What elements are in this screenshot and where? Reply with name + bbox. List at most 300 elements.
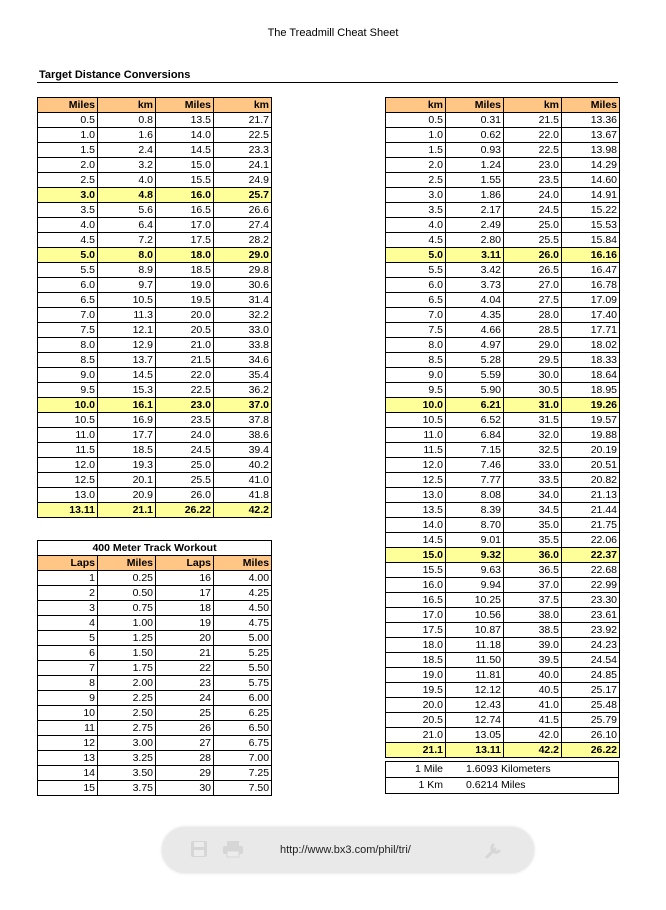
km-conversion-row bbox=[386, 777, 618, 793]
table-row bbox=[386, 368, 620, 383]
table-cell: 1.50 bbox=[98, 646, 156, 661]
table-cell: 25 bbox=[156, 706, 214, 721]
table-cell: 26.0 bbox=[156, 488, 214, 503]
table-cell: 20.0 bbox=[386, 698, 446, 713]
header-row bbox=[386, 98, 620, 113]
table-cell: 3.11 bbox=[446, 248, 504, 263]
table-row bbox=[386, 668, 620, 683]
table-cell: 10.0 bbox=[38, 398, 98, 413]
table-cell: 16.78 bbox=[562, 278, 620, 293]
table-row bbox=[38, 263, 272, 278]
highlighted-row bbox=[386, 743, 620, 758]
table-cell: 2.00 bbox=[98, 676, 156, 691]
table-cell: 26.5 bbox=[504, 263, 562, 278]
table-row bbox=[386, 698, 620, 713]
table-cell: 24.5 bbox=[156, 443, 214, 458]
table-cell: 12.9 bbox=[98, 338, 156, 353]
unit-conversion-box bbox=[385, 761, 619, 794]
table-row bbox=[386, 488, 620, 503]
table-row bbox=[386, 518, 620, 533]
mile-conversion-row bbox=[386, 762, 618, 777]
table-cell: 16.1 bbox=[98, 398, 156, 413]
table-cell: 1.00 bbox=[98, 616, 156, 631]
table-cell: 37.0 bbox=[504, 578, 562, 593]
table-cell: 13.7 bbox=[98, 353, 156, 368]
table-cell: 5.5 bbox=[386, 263, 446, 278]
table-cell: 23 bbox=[156, 676, 214, 691]
table-cell: 9.5 bbox=[386, 383, 446, 398]
table-cell: 21.5 bbox=[156, 353, 214, 368]
table-cell: 6 bbox=[38, 646, 98, 661]
table-row bbox=[38, 308, 272, 323]
table-cell: 8.5 bbox=[38, 353, 98, 368]
table-cell: 39.0 bbox=[504, 638, 562, 653]
table-cell: 42.2 bbox=[214, 503, 272, 518]
table-cell: 35.5 bbox=[504, 533, 562, 548]
table-cell: 37.5 bbox=[504, 593, 562, 608]
table-cell: 4.5 bbox=[386, 233, 446, 248]
table-cell: 30.0 bbox=[504, 368, 562, 383]
table-cell: 32.2 bbox=[214, 308, 272, 323]
table-cell: 20.5 bbox=[386, 713, 446, 728]
table-cell: 5 bbox=[38, 631, 98, 646]
table-row bbox=[386, 443, 620, 458]
table-cell: 6.5 bbox=[386, 293, 446, 308]
table-cell: 23.0 bbox=[504, 158, 562, 173]
table-row bbox=[38, 428, 272, 443]
table-row bbox=[386, 458, 620, 473]
table-cell: 8.39 bbox=[446, 503, 504, 518]
table-cell: 13.67 bbox=[562, 128, 620, 143]
table-cell: 36.5 bbox=[504, 563, 562, 578]
table-cell: 20.82 bbox=[562, 473, 620, 488]
table-row bbox=[386, 683, 620, 698]
table-cell: 12 bbox=[38, 736, 98, 751]
table-cell: 1.6 bbox=[98, 128, 156, 143]
table-cell: 2.0 bbox=[38, 158, 98, 173]
table-cell: 4.8 bbox=[98, 188, 156, 203]
table-row bbox=[38, 721, 272, 736]
highlighted-row bbox=[38, 398, 272, 413]
table-cell: 33.5 bbox=[504, 473, 562, 488]
table-cell: 5.59 bbox=[446, 368, 504, 383]
header-row bbox=[38, 556, 272, 571]
table-cell: 33.8 bbox=[214, 338, 272, 353]
table-cell: 14.60 bbox=[562, 173, 620, 188]
highlighted-row bbox=[386, 398, 620, 413]
table-cell: 28 bbox=[156, 751, 214, 766]
table-cell: 22.5 bbox=[214, 128, 272, 143]
table-cell: 24.0 bbox=[504, 188, 562, 203]
table-row bbox=[386, 593, 620, 608]
table-cell: 37.0 bbox=[214, 398, 272, 413]
table-cell: 22.37 bbox=[562, 548, 620, 563]
column-header: Laps bbox=[156, 556, 214, 571]
table-cell: 2.80 bbox=[446, 233, 504, 248]
table-cell: 23.0 bbox=[156, 398, 214, 413]
print-icon[interactable] bbox=[222, 840, 244, 858]
table-cell: 23.61 bbox=[562, 608, 620, 623]
table-cell: 4.0 bbox=[98, 173, 156, 188]
table-row bbox=[38, 691, 272, 706]
table-cell: 31.4 bbox=[214, 293, 272, 308]
table-row bbox=[38, 143, 272, 158]
table-cell: 26 bbox=[156, 721, 214, 736]
section-title: Target Distance Conversions bbox=[39, 69, 191, 81]
table-cell: 41.8 bbox=[214, 488, 272, 503]
table-cell: 25.7 bbox=[214, 188, 272, 203]
table-cell: 13.36 bbox=[562, 113, 620, 128]
table-cell: 38.5 bbox=[504, 623, 562, 638]
table-cell: 12.12 bbox=[446, 683, 504, 698]
table-cell: 15.5 bbox=[156, 173, 214, 188]
column-header: Miles bbox=[562, 98, 620, 113]
table-cell: 24.9 bbox=[214, 173, 272, 188]
table-cell: 18.64 bbox=[562, 368, 620, 383]
table-cell: 22.99 bbox=[562, 578, 620, 593]
table-cell: 20.0 bbox=[156, 308, 214, 323]
table-cell: 9.0 bbox=[386, 368, 446, 383]
table-cell: 17.7 bbox=[98, 428, 156, 443]
table-row bbox=[38, 218, 272, 233]
table-cell: 6.50 bbox=[214, 721, 272, 736]
table-row bbox=[38, 203, 272, 218]
table-cell: 20.19 bbox=[562, 443, 620, 458]
table-cell: 28.2 bbox=[214, 233, 272, 248]
table-cell: 38.6 bbox=[214, 428, 272, 443]
column-header: km bbox=[214, 98, 272, 113]
table-cell: 41.0 bbox=[214, 473, 272, 488]
table-cell: 18.0 bbox=[156, 248, 214, 263]
table-row bbox=[386, 383, 620, 398]
table-cell: 19.3 bbox=[98, 458, 156, 473]
table-cell: 19.57 bbox=[562, 413, 620, 428]
table-cell: 14.5 bbox=[386, 533, 446, 548]
table-row bbox=[386, 218, 620, 233]
column-header: km bbox=[386, 98, 446, 113]
table-row bbox=[386, 728, 620, 743]
table-cell: 11.50 bbox=[446, 653, 504, 668]
table-cell: 11.5 bbox=[386, 443, 446, 458]
table-cell: 7.46 bbox=[446, 458, 504, 473]
table-row bbox=[38, 473, 272, 488]
table-cell: 5.25 bbox=[214, 646, 272, 661]
table-cell: 21.7 bbox=[214, 113, 272, 128]
table-cell: 15 bbox=[38, 781, 98, 796]
table-cell: 23.30 bbox=[562, 593, 620, 608]
table-cell: 9.63 bbox=[446, 563, 504, 578]
table-cell: 29.8 bbox=[214, 263, 272, 278]
table-cell: 22.5 bbox=[156, 383, 214, 398]
table-cell: 7.5 bbox=[386, 323, 446, 338]
save-icon[interactable] bbox=[190, 840, 208, 858]
table-cell: 2.49 bbox=[446, 218, 504, 233]
table-cell: 13.0 bbox=[38, 488, 98, 503]
table-cell: 6.52 bbox=[446, 413, 504, 428]
table-cell: 16.16 bbox=[562, 248, 620, 263]
table-cell: 26.22 bbox=[562, 743, 620, 758]
table-row bbox=[386, 653, 620, 668]
table-cell: 21.75 bbox=[562, 518, 620, 533]
table-cell: 22.5 bbox=[504, 143, 562, 158]
table-cell: 8.9 bbox=[98, 263, 156, 278]
table-cell: 11.5 bbox=[38, 443, 98, 458]
table-cell: 25.79 bbox=[562, 713, 620, 728]
table-cell: 13.0 bbox=[386, 488, 446, 503]
table-cell: 14.91 bbox=[562, 188, 620, 203]
table-cell: 13 bbox=[38, 751, 98, 766]
table-cell: 7.2 bbox=[98, 233, 156, 248]
table-cell: 12.5 bbox=[386, 473, 446, 488]
table-cell: 36.0 bbox=[504, 548, 562, 563]
table-cell: 0.75 bbox=[98, 601, 156, 616]
table-row bbox=[38, 661, 272, 676]
table-cell: 7.15 bbox=[446, 443, 504, 458]
table-cell: 21.13 bbox=[562, 488, 620, 503]
table-cell: 2.50 bbox=[98, 706, 156, 721]
table-cell: 7.0 bbox=[38, 308, 98, 323]
table-cell: 0.93 bbox=[446, 143, 504, 158]
table-cell: 19.5 bbox=[386, 683, 446, 698]
table-cell: 30.6 bbox=[214, 278, 272, 293]
table-cell: 7.00 bbox=[214, 751, 272, 766]
table-cell: 25.17 bbox=[562, 683, 620, 698]
column-header: Miles bbox=[446, 98, 504, 113]
table-cell: 34.0 bbox=[504, 488, 562, 503]
table-cell: 27 bbox=[156, 736, 214, 751]
table-cell: 14.5 bbox=[156, 143, 214, 158]
table-cell: 11.0 bbox=[38, 428, 98, 443]
table-cell: 6.00 bbox=[214, 691, 272, 706]
table-cell: 12.5 bbox=[38, 473, 98, 488]
table-cell: 32.5 bbox=[504, 443, 562, 458]
table-cell: 12.0 bbox=[38, 458, 98, 473]
table-cell: 8.5 bbox=[386, 353, 446, 368]
table-cell: 18.95 bbox=[562, 383, 620, 398]
table-row bbox=[386, 428, 620, 443]
table-cell: 9.32 bbox=[446, 548, 504, 563]
highlighted-row bbox=[386, 248, 620, 263]
column-header: km bbox=[504, 98, 562, 113]
table-cell: 4 bbox=[38, 616, 98, 631]
table-cell: 0.5 bbox=[38, 113, 98, 128]
table-cell: 1.75 bbox=[98, 661, 156, 676]
table-cell: 25.0 bbox=[156, 458, 214, 473]
table-cell: 10.5 bbox=[386, 413, 446, 428]
table-row bbox=[386, 233, 620, 248]
table-row bbox=[386, 173, 620, 188]
table-cell: 18.5 bbox=[386, 653, 446, 668]
table-cell: 23.5 bbox=[156, 413, 214, 428]
table-cell: 15.0 bbox=[386, 548, 446, 563]
highlighted-row bbox=[38, 248, 272, 263]
table-cell: 11.81 bbox=[446, 668, 504, 683]
table-cell: 3.5 bbox=[38, 203, 98, 218]
table-cell: 4.5 bbox=[38, 233, 98, 248]
table-cell: 21 bbox=[156, 646, 214, 661]
table-cell: 16.5 bbox=[156, 203, 214, 218]
table-cell: 3.00 bbox=[98, 736, 156, 751]
table-cell: 19.0 bbox=[156, 278, 214, 293]
table-row bbox=[38, 278, 272, 293]
table-cell: 20.1 bbox=[98, 473, 156, 488]
table-cell: 1.86 bbox=[446, 188, 504, 203]
table-cell: 27.4 bbox=[214, 218, 272, 233]
table-cell: 5.90 bbox=[446, 383, 504, 398]
table-cell: 15.22 bbox=[562, 203, 620, 218]
table-cell: 16.0 bbox=[156, 188, 214, 203]
table-cell: 2.0 bbox=[386, 158, 446, 173]
table-cell: 7.0 bbox=[386, 308, 446, 323]
table-row bbox=[38, 751, 272, 766]
table-cell: 34.6 bbox=[214, 353, 272, 368]
table-row bbox=[38, 616, 272, 631]
table-cell: 4.97 bbox=[446, 338, 504, 353]
table-cell: 27.0 bbox=[504, 278, 562, 293]
table-row bbox=[386, 578, 620, 593]
table-row bbox=[386, 713, 620, 728]
table-row bbox=[38, 571, 272, 586]
table-cell: 21.0 bbox=[386, 728, 446, 743]
table-cell: 13.05 bbox=[446, 728, 504, 743]
table-row bbox=[386, 308, 620, 323]
table-cell: 21.5 bbox=[504, 113, 562, 128]
table-cell: 14.0 bbox=[386, 518, 446, 533]
table-cell: 5.6 bbox=[98, 203, 156, 218]
table-cell: 9.0 bbox=[38, 368, 98, 383]
table-cell: 4.50 bbox=[214, 601, 272, 616]
table-cell: 21.1 bbox=[386, 743, 446, 758]
table-row bbox=[386, 188, 620, 203]
table-cell: 42.2 bbox=[504, 743, 562, 758]
table-cell: 25.0 bbox=[504, 218, 562, 233]
table-cell: 22.0 bbox=[504, 128, 562, 143]
table-row bbox=[386, 113, 620, 128]
table-cell: 13.5 bbox=[386, 503, 446, 518]
table-row bbox=[38, 383, 272, 398]
table-cell: 24.0 bbox=[156, 428, 214, 443]
table-cell: 21.44 bbox=[562, 503, 620, 518]
table-cell: 33.0 bbox=[214, 323, 272, 338]
table-cell: 5.00 bbox=[214, 631, 272, 646]
table-row bbox=[386, 263, 620, 278]
table-cell: 12.0 bbox=[386, 458, 446, 473]
table-row bbox=[38, 338, 272, 353]
tools-icon[interactable] bbox=[484, 840, 504, 860]
table-cell: 25.48 bbox=[562, 698, 620, 713]
table-row bbox=[386, 323, 620, 338]
table-cell: 18.33 bbox=[562, 353, 620, 368]
table-cell: 23.5 bbox=[504, 173, 562, 188]
table-cell: 22.06 bbox=[562, 533, 620, 548]
table-cell: 6.25 bbox=[214, 706, 272, 721]
table-cell: 2.5 bbox=[386, 173, 446, 188]
table-cell: 14.29 bbox=[562, 158, 620, 173]
table-row bbox=[38, 128, 272, 143]
table-cell: 6.4 bbox=[98, 218, 156, 233]
table-cell: 31.0 bbox=[504, 398, 562, 413]
table-row bbox=[386, 353, 620, 368]
table-cell: 18 bbox=[156, 601, 214, 616]
table-cell: 17.0 bbox=[156, 218, 214, 233]
table-cell: 20.51 bbox=[562, 458, 620, 473]
table-cell: 20.9 bbox=[98, 488, 156, 503]
table-cell: 1.0 bbox=[38, 128, 98, 143]
section-divider bbox=[37, 82, 618, 83]
table-cell: 9.01 bbox=[446, 533, 504, 548]
table-cell: 11 bbox=[38, 721, 98, 736]
table-row bbox=[38, 676, 272, 691]
table-cell: 10 bbox=[38, 706, 98, 721]
table-cell: 17.5 bbox=[156, 233, 214, 248]
table-cell: 29.0 bbox=[504, 338, 562, 353]
table-cell: 31.5 bbox=[504, 413, 562, 428]
table-cell: 22.0 bbox=[156, 368, 214, 383]
document-title: The Treadmill Cheat Sheet bbox=[267, 27, 399, 39]
table-cell: 20.5 bbox=[156, 323, 214, 338]
table-cell: 38.0 bbox=[504, 608, 562, 623]
table-row bbox=[386, 533, 620, 548]
table-cell: 40.0 bbox=[504, 668, 562, 683]
table-row bbox=[38, 368, 272, 383]
table-cell: 22.68 bbox=[562, 563, 620, 578]
table-cell: 30.5 bbox=[504, 383, 562, 398]
table-cell: 12.43 bbox=[446, 698, 504, 713]
table-row bbox=[386, 158, 620, 173]
table-cell: 1.24 bbox=[446, 158, 504, 173]
table-cell: 5.28 bbox=[446, 353, 504, 368]
table-cell: 37.8 bbox=[214, 413, 272, 428]
table-cell: 24.1 bbox=[214, 158, 272, 173]
table-cell: 12.1 bbox=[98, 323, 156, 338]
table-row bbox=[38, 293, 272, 308]
table-row bbox=[38, 646, 272, 661]
table-cell: 17.09 bbox=[562, 293, 620, 308]
table-cell: 8.08 bbox=[446, 488, 504, 503]
table-cell: 6.0 bbox=[38, 278, 98, 293]
table-cell: 35.4 bbox=[214, 368, 272, 383]
table-cell: 41.0 bbox=[504, 698, 562, 713]
table-row bbox=[38, 233, 272, 248]
table-cell: 26.22 bbox=[156, 503, 214, 518]
table-cell: 30 bbox=[156, 781, 214, 796]
table-cell: 24.5 bbox=[504, 203, 562, 218]
table-row bbox=[386, 413, 620, 428]
table-row bbox=[386, 503, 620, 518]
table-cell: 25.5 bbox=[504, 233, 562, 248]
table-cell: 3.25 bbox=[98, 751, 156, 766]
table-cell: 15.5 bbox=[386, 563, 446, 578]
table-cell: 21.0 bbox=[156, 338, 214, 353]
table-cell: 2.4 bbox=[98, 143, 156, 158]
table-cell: 9.7 bbox=[98, 278, 156, 293]
table-cell: 3.73 bbox=[446, 278, 504, 293]
table-cell: 41.5 bbox=[504, 713, 562, 728]
table-cell: 5.5 bbox=[38, 263, 98, 278]
table-cell: 19.0 bbox=[386, 668, 446, 683]
pdf-url[interactable]: http://www.bx3.com/phil/tri/ bbox=[280, 844, 411, 856]
table-cell: 11.0 bbox=[386, 428, 446, 443]
table-cell: 39.5 bbox=[504, 653, 562, 668]
table-cell: 8.0 bbox=[386, 338, 446, 353]
table-cell: 42.0 bbox=[504, 728, 562, 743]
table-cell: 34.5 bbox=[504, 503, 562, 518]
table-cell: 5.0 bbox=[38, 248, 98, 263]
table-cell: 23.3 bbox=[214, 143, 272, 158]
table-cell: 19.26 bbox=[562, 398, 620, 413]
table-cell: 5.75 bbox=[214, 676, 272, 691]
table-cell: 3.42 bbox=[446, 263, 504, 278]
